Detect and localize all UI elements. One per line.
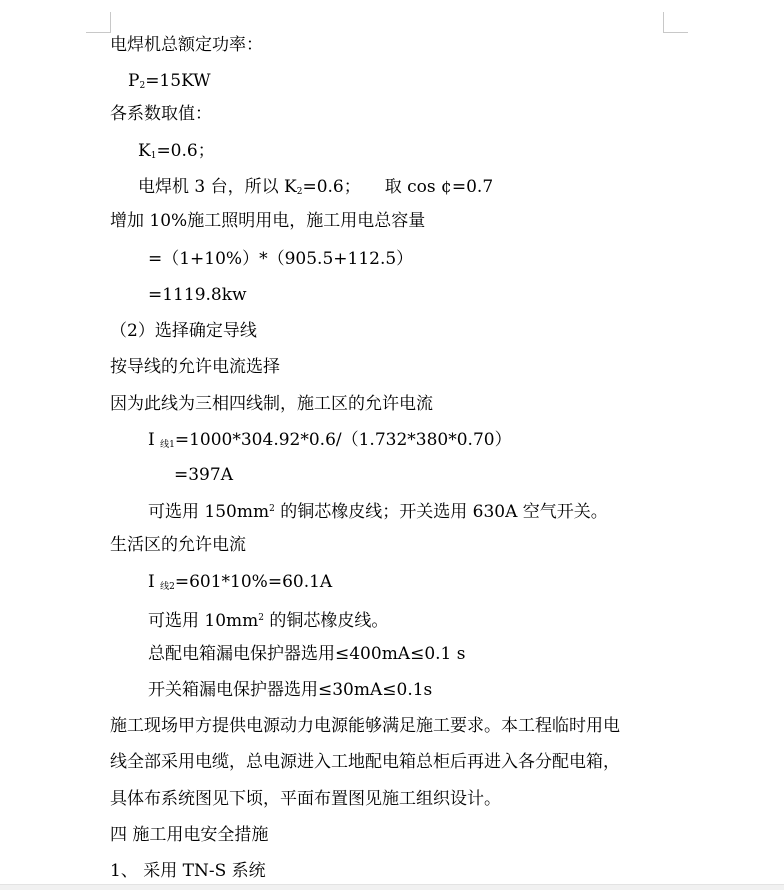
text-line: 电焊机总额定功率： [110,35,263,55]
paragraph-line: 施工现场甲方提供电源动力电源能够满足施工要求。本工程临时用电 [110,716,620,736]
formula-line: =397A [174,465,233,485]
paragraph-line: 线全部采用电缆，总电源进入工地配电箱总柜后再进入各分配电箱， [110,752,620,772]
text-line: 按导线的允许电流选择 [110,357,280,377]
margin-corner-right [663,12,688,33]
text-line: 可选用 $150mm^2$ 的铜芯橡皮线；开关选用 630A 空气开关。 [148,502,608,522]
formula-line: =1119.8kw [148,285,247,305]
text-line: 各系数取值： [110,104,212,124]
text-line: 总配电箱漏电保护器选用≤400mA≤0.1 s [148,644,466,664]
section-heading: 四 施工用电安全措施 [110,825,269,845]
list-item: 1、 采用 TN-S 系统 [110,861,266,881]
formula-line: 电焊机 3 台，所以 $K_2=0.6$； 取 cos ¢=0.7 [138,177,494,197]
formula-line: I $_{线2}$=601*10%=60.1A [148,572,333,592]
formula-line: $P_2=15KW$ [128,71,211,91]
paragraph-line: 具体布系统图见下顷，平面布置图见施工组织设计。 [110,789,501,809]
text-line: 生活区的允许电流 [110,535,246,555]
formula-line: I $_{线1}$=1000*304.92*0.6/（1.732*380*0.70） [148,430,512,450]
formula-line: $K_1=0.6$； [138,141,215,161]
text-line: 开关箱漏电保护器选用≤30mA≤0.1s [148,680,433,700]
margin-corner-left [86,12,111,33]
section-heading: （2）选择确定导线 [110,321,257,341]
formula-line: =（1+10%）*（905.5+112.5） [148,249,414,269]
text-line: 增加 10%施工照明用电，施工用电总容量 [110,211,426,231]
page-bottom-edge [0,884,784,890]
text-line: 可选用 $10mm^2$ 的铜芯橡皮线。 [148,611,389,631]
text-line: 因为此线为三相四线制，施工区的允许电流 [110,394,433,414]
